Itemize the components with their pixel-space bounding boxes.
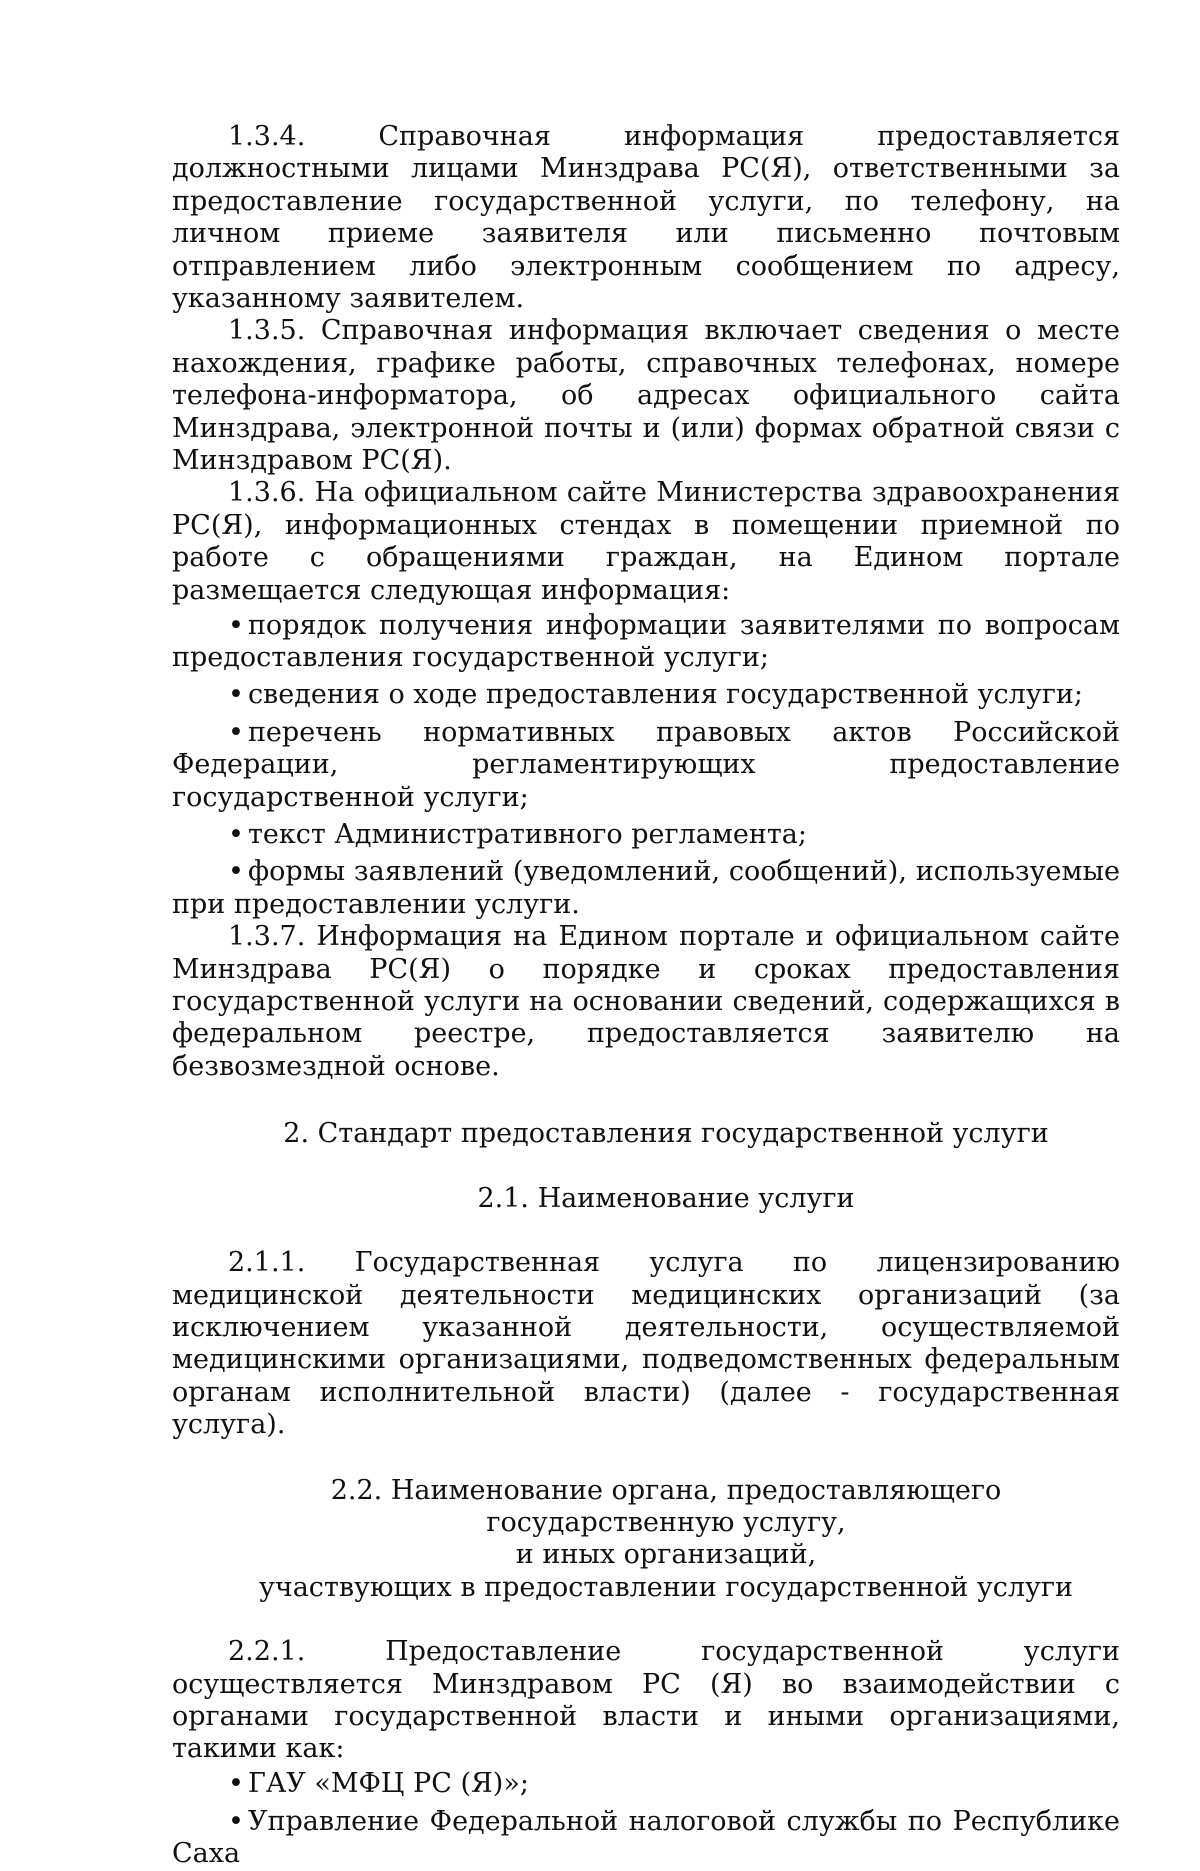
list-item-text: перечень нормативных правовых актов Российской Федерации, регламентирующих предоставление государственной услуги; <box>172 716 1120 813</box>
paragraph-2-2-1: 2.2.1. Предоставление государственной услуги осуществляется Минздравом РС (Я) во взаимодействии с органами государственной власти и иными организациями, такими как: <box>172 1636 1120 1765</box>
bullet-icon: • <box>228 609 244 641</box>
document-page <box>172 121 1120 1871</box>
list-item <box>172 1806 1120 1871</box>
list-item <box>172 1768 1120 1800</box>
subsection-heading-2-1: 2.1. Наименование услуги <box>477 1182 855 1214</box>
heading-line: участвующих в предоставлении государственной услуги <box>258 1571 1074 1603</box>
list-item-text: ГАУ «МФЦ РС (Я)»; <box>247 1768 529 1800</box>
bullet-icon: • <box>228 819 244 851</box>
list-item-text: формы заявлений (уведомлений, сообщений), используемые при предоставлении услуги. <box>172 856 1120 920</box>
list-item-text: Управление Федеральной налоговой службы по Республике Саха <box>172 1805 1120 1870</box>
bullet-icon: • <box>228 856 244 888</box>
paragraph-1-3-5: 1.3.5. Справочная информация включает сведения о месте нахождения, графике работы, справочных телефонах, номере телефона-информатора, об адресах официального сайта Минздрава, электронной почты и (или) формах обратной связи с Минздравом РС(Я). <box>172 315 1120 477</box>
paragraph-1-3-4: 1.3.4. Справочная информация предоставляется должностными лицами Минздрава РС(Я), ответственными за предоставление государственной услуги, по телефону, на личном приеме заявителя или письменно почтовым отправлением либо электронным сообщением по адресу, указанному заявителем. <box>172 121 1120 315</box>
paragraph-1-3-7: 1.3.7. Информация на Едином портале и официальном сайте Минздрава РС(Я) о порядке и сроках предоставления государственной услуги на основании сведений, содержащихся в федеральном реестре, предоставляется заявителю на безвозмездной основе. <box>172 921 1120 1082</box>
section-heading-2: 2. Стандарт предоставления государственной услуги <box>283 1118 1049 1150</box>
bullet-icon: • <box>228 1805 244 1837</box>
heading-line: и иных организаций, <box>515 1539 817 1571</box>
list-item <box>172 856 1120 921</box>
list-item <box>172 717 1120 814</box>
list-item-text: текст Административного регламента; <box>247 819 808 851</box>
list-item-text: порядок получения информации заявителями по вопросам предоставления государственной услуги; <box>172 609 1120 673</box>
heading-line: 2.2. Наименование органа, предоставляющего государственную услугу, <box>330 1474 1002 1538</box>
bullet-icon: • <box>228 1768 244 1800</box>
list-item <box>172 679 1120 711</box>
bullet-icon: • <box>228 679 244 711</box>
list-item-text: сведения о ходе предоставления государственной услуги; <box>247 679 1083 711</box>
subsection-heading-2-2 <box>172 1475 1120 1605</box>
list-item <box>172 819 1120 851</box>
paragraph-2-1-1: 2.1.1. Государственная услуга по лицензированию медицинской деятельности медицинских организаций (за исключением указанной деятельности, осуществляемой медицинскими организациями, подведомственных федеральным органам исполнительной власти) (далее - государственная услуга). <box>172 1247 1120 1441</box>
paragraph-1-3-6: 1.3.6. На официальном сайте Министерства здравоохранения РС(Я), информационных стендах в помещении приемной по работе с обращениями граждан, на Едином портале размещается следующая информация: <box>172 477 1120 606</box>
list-item <box>172 610 1120 675</box>
bullet-icon: • <box>228 716 244 748</box>
